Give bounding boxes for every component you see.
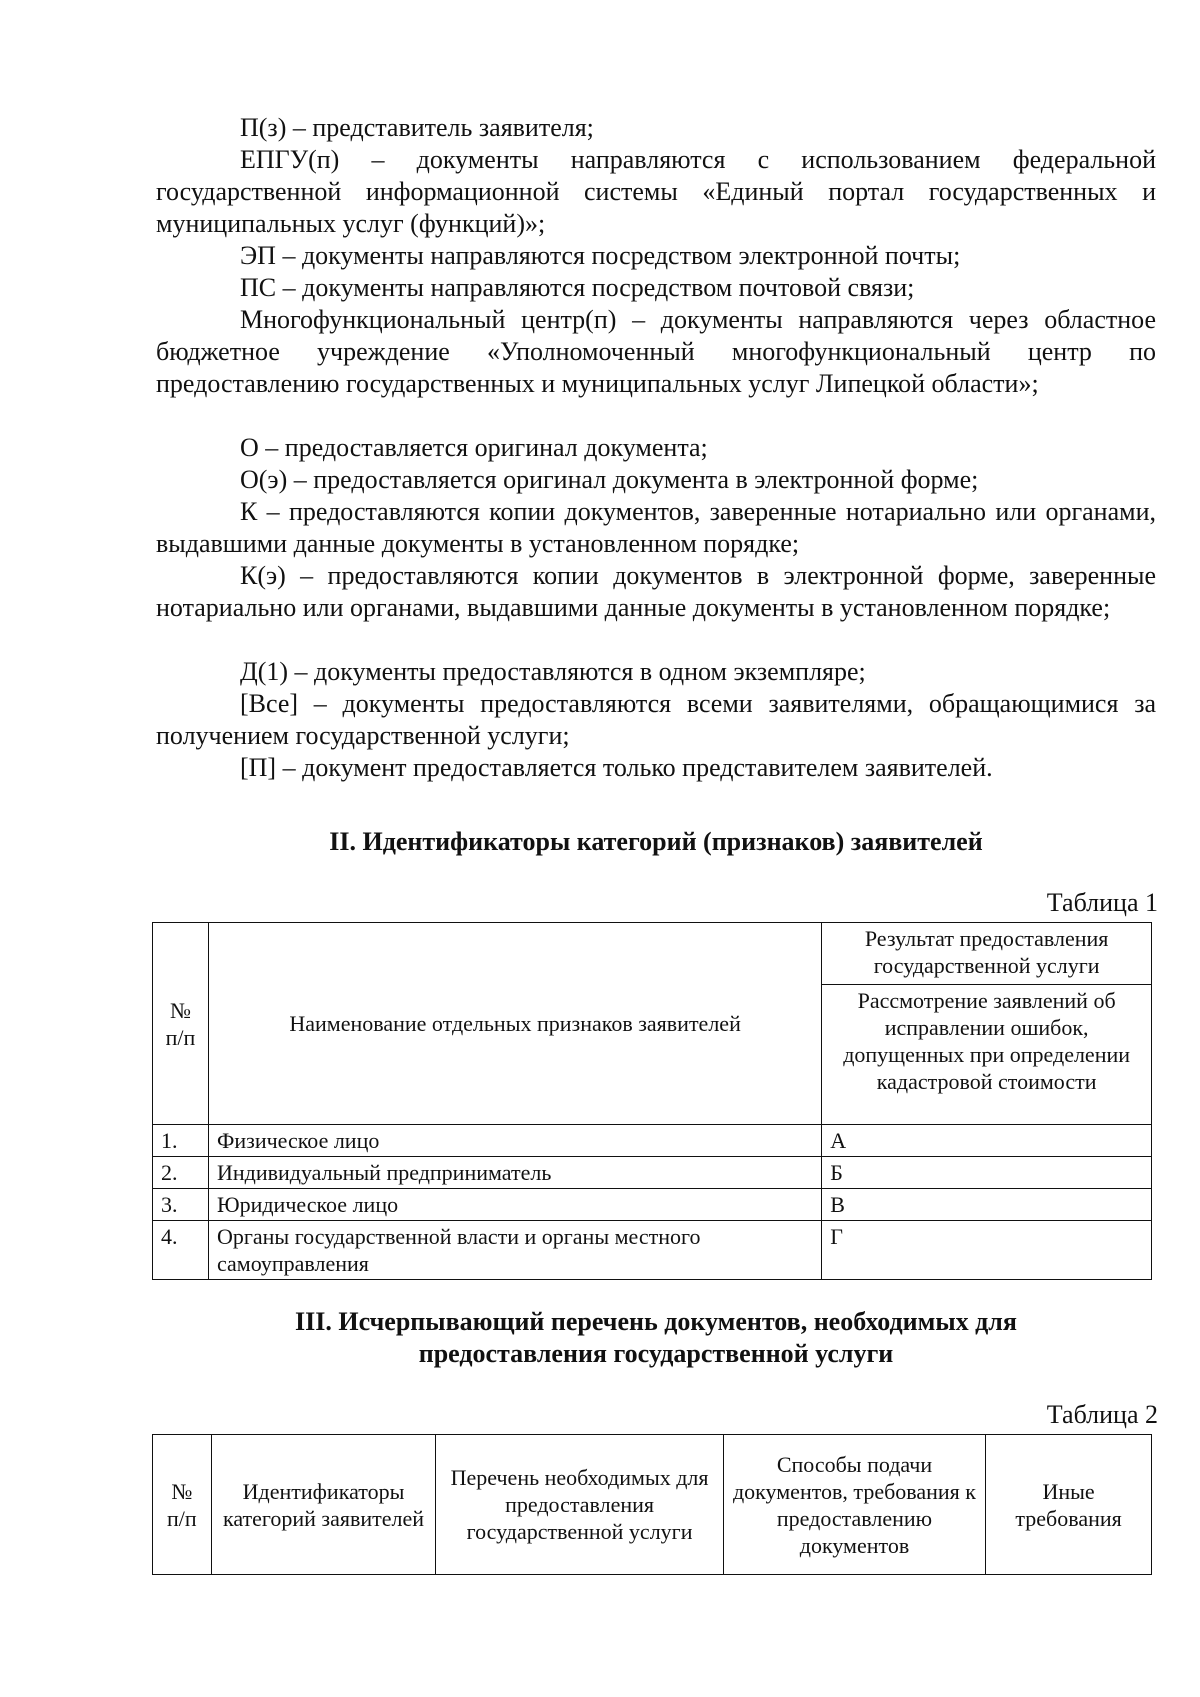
section-2-heading: II. Идентификаторы категорий (признаков) заявителей	[329, 827, 983, 856]
table-2-header-document-list: Перечень необходимых для предоставления государственной услуги	[436, 1435, 724, 1575]
table-row	[153, 1189, 1152, 1221]
table-1-cell-num: 3.	[153, 1189, 209, 1221]
table-1-cell-name: Органы государственной власти и органы местного самоуправления	[208, 1221, 821, 1280]
section-3-heading-line-2: предоставления государственной услуги	[418, 1339, 894, 1368]
legend-item-original-electronic: О(э) – предоставляется оригинал документа в электронной форме;	[240, 465, 979, 494]
legend-item-copies: К – предоставляются копии документов, заверенные нотариально или органами, выдавшими данные документы в установленном порядке;	[156, 497, 1156, 558]
table-1-header-name: Наименование отдельных признаков заявителей	[208, 923, 821, 1125]
legend-item-post: ПС – документы направляются посредством почтовой связи;	[240, 273, 915, 302]
table-1-cell-code: А	[822, 1125, 1152, 1157]
section-3-heading-line-1: III. Исчерпывающий перечень документов, необходимых для	[295, 1307, 1017, 1336]
table-1-header-num: № п/п	[153, 923, 209, 1125]
table-1-cell-name: Юридическое лицо	[208, 1189, 821, 1221]
table-2-header-submission-methods: Способы подачи документов, требования к предоставлению документов	[723, 1435, 985, 1575]
table-2-header-other-requirements: Иные требования	[986, 1435, 1152, 1575]
table-1-cell-name: Физическое лицо	[208, 1125, 821, 1157]
legend-item-all: [Все] – документы предоставляются всеми заявителями, обращающимися за получением государственной услуги;	[156, 689, 1156, 750]
table-row	[153, 1221, 1152, 1280]
table-2-caption: Таблица 2	[1046, 1400, 1158, 1429]
table-2-documents	[152, 1434, 1152, 1575]
table-2-header-num: № п/п	[153, 1435, 212, 1575]
table-1-header-result: Результат предоставления государственной услуги	[822, 923, 1152, 985]
table-1-cell-num: 2.	[153, 1157, 209, 1189]
table-1-cell-code: В	[822, 1189, 1152, 1221]
table-1-header-result-sub: Рассмотрение заявлений об исправлении ошибок, допущенных при определении кадастровой стоимости	[822, 985, 1152, 1125]
table-1-cell-name: Индивидуальный предприниматель	[208, 1157, 821, 1189]
table-2-header-category-ids: Идентификаторы категорий заявителей	[211, 1435, 436, 1575]
table-1-applicant-categories	[152, 922, 1152, 1280]
legend-item-original: О – предоставляется оригинал документа;	[240, 433, 708, 462]
legend-item-epgu: ЕПГУ(п) – документы направляются с использованием федеральной государственной информационной системы «Единый портал государственных и муниципальных услуг (функций)»;	[156, 145, 1156, 238]
table-1-cell-num: 4.	[153, 1221, 209, 1280]
legend-item-one-copy: Д(1) – документы предоставляются в одном экземпляре;	[240, 657, 866, 686]
table-1-caption: Таблица 1	[1046, 888, 1158, 917]
section-3-heading	[156, 1306, 1156, 1370]
table-1-cell-code: Г	[822, 1221, 1152, 1280]
legend-item-copies-electronic: К(э) – предоставляются копии документов в электронной форме, заверенные нотариально или органами, выдавшими данные документы в установленном порядке;	[156, 561, 1156, 622]
legend-item-representative: П(з) – представитель заявителя;	[240, 113, 594, 142]
table-1-cell-num: 1.	[153, 1125, 209, 1157]
legend-item-email: ЭП – документы направляются посредством электронной почты;	[240, 241, 961, 270]
table-row	[153, 1157, 1152, 1189]
table-1-cell-code: Б	[822, 1157, 1152, 1189]
legend-item-representative-only: [П] – документ предоставляется только представителем заявителей.	[240, 753, 993, 782]
legend-item-mfc: Многофункциональный центр(п) – документы направляются через областное бюджетное учреждение «Уполномоченный многофункциональный центр по предоставлению государственных и муниципальных услуг Липецкой области»;	[156, 305, 1156, 398]
table-row	[153, 1125, 1152, 1157]
